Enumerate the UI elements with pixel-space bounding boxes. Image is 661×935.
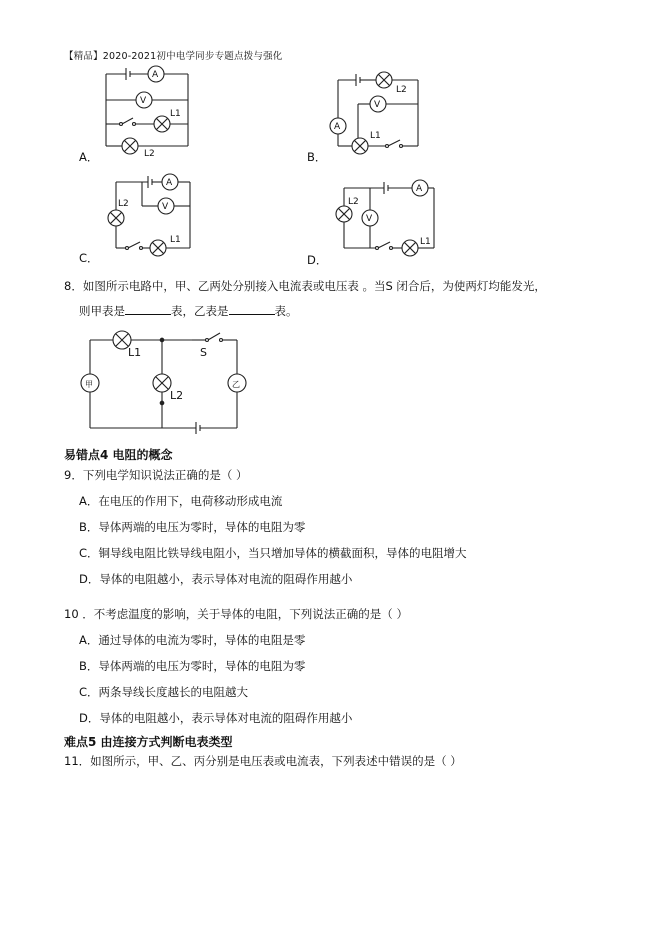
svg-text:S: S [200,346,207,359]
q8-line2: 则甲表是 表，乙表是 表。 [79,304,298,318]
q10-option-c[interactable]: C．两条导线长度越长的电阻越大 [79,685,249,699]
svg-text:V: V [162,202,169,212]
circuit-figure-b [320,68,430,163]
svg-text:V: V [374,100,381,110]
circuit-figure-q8 [80,330,250,440]
circuit-figure-d [330,176,440,261]
svg-text:L2: L2 [396,85,407,95]
answer-blank-1[interactable] [125,304,171,315]
q9-stem: 9．下列电学知识说法正确的是（ ） [64,468,248,482]
section-title-4: 易错点4 电阻的概念 [64,448,173,462]
q9-option-b[interactable]: B．导体两端的电压为零时，导体的电阻为零 [79,520,306,534]
page-header: 【精品】2020-2021初中电学同步专题点拨与强化 [64,51,283,62]
svg-text:L1: L1 [170,109,181,119]
q8-line1: 8．如图所示电路中，甲、乙两处分别接入电流表或电压表 。当S 闭合后，为使两灯均能发光， [64,279,546,293]
svg-text:V: V [140,96,147,106]
svg-text:甲: 甲 [85,380,93,389]
svg-text:L2: L2 [170,389,184,402]
q11-stem: 11．如图所示，甲、乙、丙分别是电压表或电流表，下列表述中错误的是（ ） [64,754,462,768]
section-title-5: 难点5 由连接方式判断电表类型 [64,735,233,749]
option-d-label: D． [307,253,328,267]
svg-text:乙: 乙 [232,380,240,389]
svg-text:L1: L1 [370,131,381,141]
meter-a-label: A [152,70,159,80]
q10-stem: 10 ．不考虑温度的影响，关于导体的电阻，下列说法正确的是（ ） [64,607,408,621]
q9-option-c[interactable]: C．铜导线电阻比铁导线电阻小，当只增加导体的横截面积，导体的电阻增大 [79,546,467,560]
svg-text:V: V [366,214,373,224]
option-a-label: A． [79,150,99,164]
q10-option-b[interactable]: B．导体两端的电压为零时，导体的电阻为零 [79,659,306,673]
answer-blank-2[interactable] [229,304,275,315]
svg-text:L1: L1 [420,237,431,247]
option-b-label: B． [307,150,327,164]
circuit-figure-c [98,170,208,260]
q9-option-a[interactable]: A．在电压的作用下，电荷移动形成电流 [79,494,283,508]
circuit-figure-a [78,62,208,162]
svg-text:A: A [334,122,341,132]
svg-text:L1: L1 [128,346,142,359]
q9-option-d[interactable]: D．导体的电阻越小，表示导体对电流的阻碍作用越小 [79,572,353,586]
q10-option-d[interactable]: D．导体的电阻越小，表示导体对电流的阻碍作用越小 [79,711,353,725]
svg-text:A: A [166,178,173,188]
svg-text:L2: L2 [118,199,129,209]
svg-text:L2: L2 [348,197,359,207]
svg-text:L1: L1 [170,235,181,245]
option-c-label: C． [79,251,99,265]
q10-option-a[interactable]: A．通过导体的电流为零时，导体的电阻是零 [79,633,306,647]
svg-text:A: A [416,184,423,194]
svg-text:L2: L2 [144,149,155,159]
